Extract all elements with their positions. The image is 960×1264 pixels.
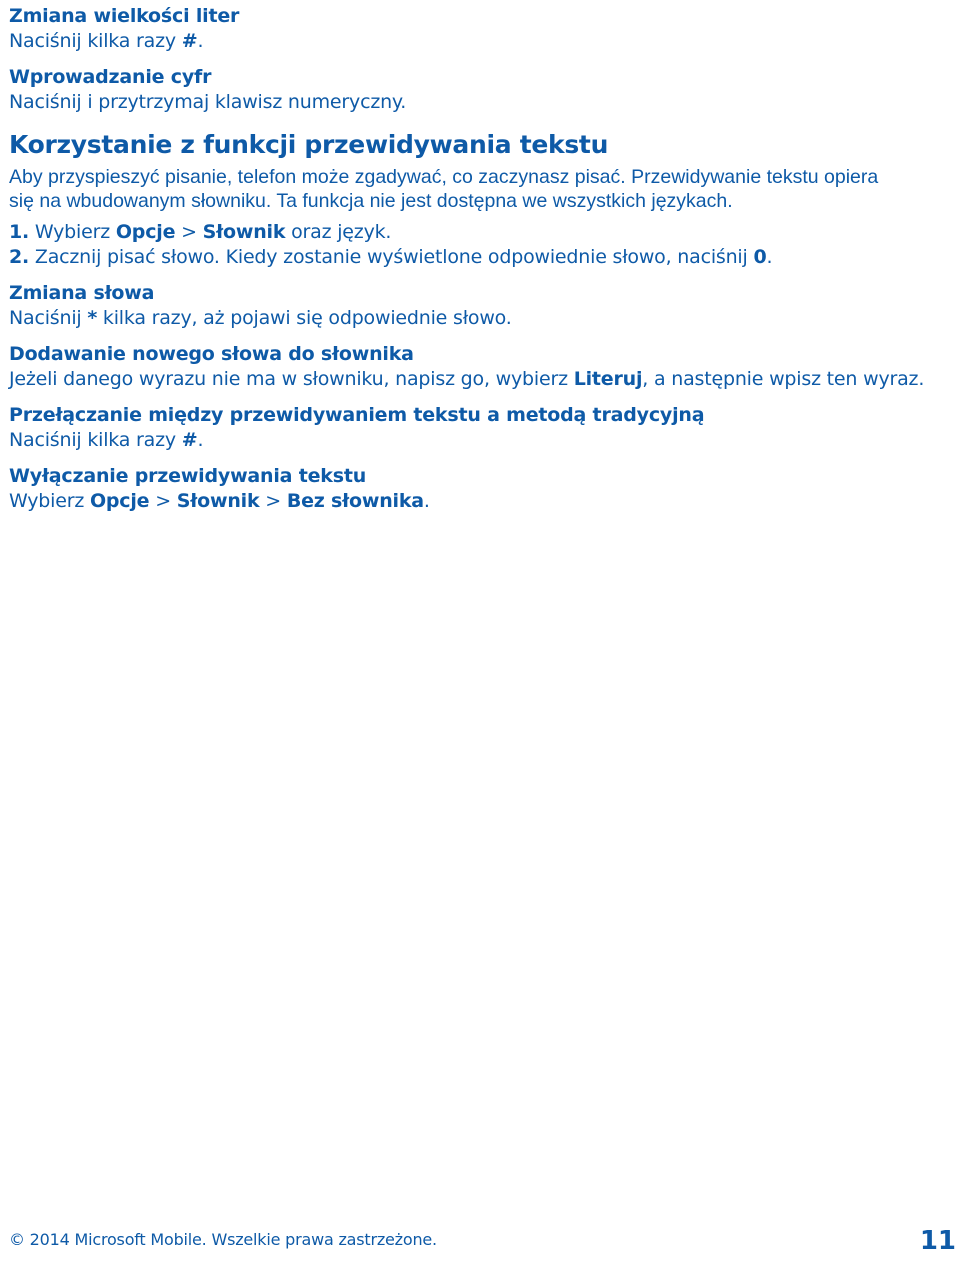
disable-separator-1: > (149, 490, 177, 512)
case-text-a: Naciśnij kilka razy (9, 30, 182, 52)
predictive-step-2 (9, 245, 954, 270)
change-word-text-b: kilka razy, aż pojawi się odpowiednie słowo. (97, 307, 512, 329)
disable-text-end: . (423, 490, 430, 512)
switch-mode-text (9, 428, 954, 453)
step2-number: 2. (9, 246, 30, 268)
disable-text (9, 489, 954, 514)
switch-mode-text-a: Naciśnij kilka razy (9, 429, 182, 451)
add-word-heading: Dodawanie nowego słowa do słownika (9, 343, 414, 365)
disable-heading: Wyłączanie przewidywania tekstu (9, 465, 367, 487)
case-heading: Zmiana wielkości liter (9, 5, 240, 27)
step2-key: 0 (753, 246, 767, 268)
case-text-end: . (197, 30, 204, 52)
case-key: # (181, 30, 198, 52)
change-word-text (9, 306, 954, 331)
digits-heading: Wprowadzanie cyfr (9, 66, 212, 88)
predictive-intro-line1: Aby przyspieszyć pisanie, telefon może zgadywać, co zaczynasz pisać. Przewidywanie tekstu opiera (9, 166, 879, 188)
predictive-intro-line2: się na wbudowanym słowniku. Ta funkcja nie jest dostępna we wszystkich językach. (9, 190, 733, 212)
step1-text-a: Wybierz (29, 221, 116, 243)
predictive-step-1 (9, 220, 954, 245)
step1-dictionary: Słownik (202, 221, 286, 243)
footer-copyright: © 2014 Microsoft Mobile. Wszelkie prawa zastrzeżone. (9, 1230, 437, 1249)
add-word-text-b: , a następnie wpisz ten wyraz. (642, 368, 925, 390)
change-word-text-a: Naciśnij (9, 307, 88, 329)
add-word-text-a: Jeżeli danego wyrazu nie ma w słowniku, napisz go, wybierz (9, 368, 574, 390)
switch-mode-text-end: . (197, 429, 204, 451)
disable-options: Opcje (89, 490, 150, 512)
change-word-key: * (87, 307, 98, 329)
digits-text: Naciśnij i przytrzymaj klawisz numeryczny. (9, 91, 407, 113)
step1-number: 1. (9, 221, 30, 243)
switch-mode-heading: Przełączanie między przewidywaniem tekstu a metodą tradycyjną (9, 404, 705, 426)
step1-separator: > (175, 221, 203, 243)
page-number: 11 (919, 1226, 956, 1256)
case-text (9, 29, 954, 54)
add-word-text (9, 367, 954, 392)
step2-text-a: Zacznij pisać słowo. Kiedy zostanie wyświetlone odpowiednie słowo, naciśnij (29, 246, 754, 268)
predictive-title: Korzystanie z funkcji przewidywania tekstu (9, 130, 609, 159)
add-word-key: Literuj (573, 368, 643, 390)
step1-options: Opcje (115, 221, 176, 243)
switch-mode-key: # (181, 429, 198, 451)
disable-separator-2: > (259, 490, 287, 512)
page-content (9, 4, 954, 514)
change-word-heading: Zmiana słowa (9, 282, 155, 304)
step2-text-end: . (766, 246, 773, 268)
disable-text-a: Wybierz (9, 490, 90, 512)
disable-no-dictionary: Bez słownika (286, 490, 424, 512)
step1-text-b: oraz język. (285, 221, 392, 243)
disable-dictionary: Słownik (176, 490, 260, 512)
